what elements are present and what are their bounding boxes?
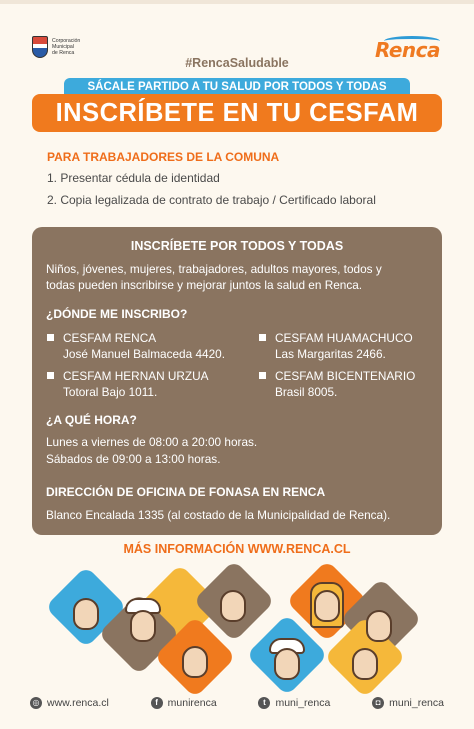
footer-twitter-link[interactable] <box>258 697 330 709</box>
info-panel <box>32 227 442 535</box>
corporation-logo <box>32 36 80 58</box>
center-name: CESFAM RENCA <box>63 331 157 345</box>
bullet-icon <box>47 372 54 379</box>
twitter-icon: t <box>258 697 270 709</box>
instagram-icon: ◘ <box>372 697 384 709</box>
more-info-link[interactable]: MÁS INFORMACIÓN WWW.RENCA.CL <box>123 542 351 556</box>
bullet-icon <box>47 334 54 341</box>
facebook-icon: f <box>151 697 163 709</box>
footer-facebook-link[interactable] <box>151 697 217 709</box>
center-name: CESFAM HUAMACHUCO <box>275 331 413 345</box>
center-name: CESFAM BICENTENARIO <box>275 369 416 383</box>
bullet-icon <box>259 334 266 341</box>
top-rule <box>0 0 474 4</box>
list-item: 1. Presentar cédula de identidad <box>47 171 220 185</box>
center-name: CESFAM HERNAN URZUA <box>63 369 209 383</box>
fonasa-address: Blanco Encalada 1335 (al costado de la Municipalidad de Renca). <box>46 508 391 522</box>
workers-list <box>47 171 376 215</box>
center-address: Totoral Bajo 1011. <box>63 385 158 399</box>
footer-instagram-link[interactable] <box>372 697 444 709</box>
hours-weekdays: Lunes a viernes de 08:00 a 20:00 horas. <box>46 435 258 449</box>
workers-title: PARA TRABAJADORES DE LA COMUNA <box>47 150 280 164</box>
footer-web-link[interactable] <box>30 697 109 709</box>
where-title: ¿DÓNDE ME INSCRIBO? <box>46 307 188 321</box>
man-face-icon <box>220 590 246 622</box>
crest-icon <box>32 36 48 58</box>
footer-twitter: muni_renca <box>275 697 331 709</box>
boy-face-icon <box>352 648 378 680</box>
corporation-name <box>52 38 80 56</box>
man-face-icon <box>366 610 392 642</box>
child-face-icon <box>73 598 99 630</box>
corp-line-1: Corporación <box>52 38 81 44</box>
panel-title: INSCRÍBETE POR TODOS Y TODAS <box>130 239 344 253</box>
corp-line-3: de Renca <box>52 50 75 56</box>
center-address: José Manuel Balmaceda 4420. <box>63 347 225 361</box>
girl-face-icon <box>182 646 208 678</box>
web-icon: ◎ <box>30 697 42 709</box>
when-title: ¿A QUÉ HORA? <box>46 413 137 427</box>
footer-facebook: munirenca <box>167 697 217 709</box>
center-address: Brasil 8005. <box>275 385 338 399</box>
headline-banner: INSCRÍBETE EN TU CESFAM <box>32 94 442 132</box>
center-address: Las Margaritas 2466. <box>275 347 386 361</box>
footer-instagram: muni_renca <box>389 697 444 709</box>
tagline-banner: SÁCALE PARTIDO A TU SALUD POR TODOS Y TODAS <box>64 78 410 97</box>
footer-web: www.renca.cl <box>47 697 109 709</box>
list-item: 2. Copia legalizada de contrato de trabajo / Certificado laboral <box>47 193 376 207</box>
hashtag: #RencaSaludable <box>185 56 289 70</box>
intro-line-2: todas pueden inscribirse y mejorar juntos la salud en Renca. <box>46 278 363 292</box>
intro-line-1: Niños, jóvenes, mujeres, trabajadores, adultos mayores, todos y <box>46 262 382 276</box>
hours-saturday: Sábados de 09:00 a 13:00 horas. <box>46 452 221 466</box>
elder-face-icon <box>130 610 156 642</box>
grandma-face-icon <box>274 648 300 680</box>
footer <box>30 697 444 709</box>
brand-logo: Renca <box>374 38 440 62</box>
fonasa-title: DIRECCIÓN DE OFICINA DE FONASA EN RENCA <box>46 485 326 499</box>
woman-face-icon <box>314 590 340 622</box>
corp-line-2: Municipal <box>52 44 74 50</box>
bullet-icon <box>259 372 266 379</box>
